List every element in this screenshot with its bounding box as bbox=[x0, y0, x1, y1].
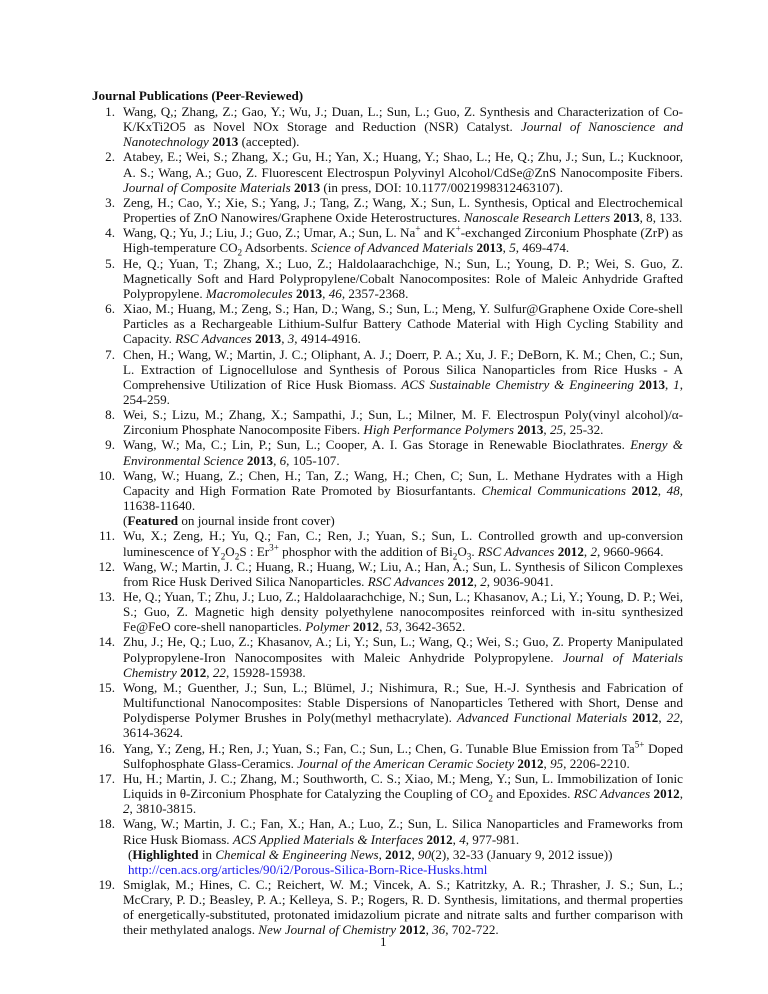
citation-text: Yang, Y.; Zeng, H.; Ren, J.; Yuan, S.; Fan, C.; Sun, L.; Chen, G. Tunable Blue Emission from Ta bbox=[123, 740, 635, 756]
journal-or-volume-text: 3 bbox=[287, 331, 295, 347]
bold-text: Highlighted bbox=[132, 846, 199, 862]
citation-text: Zeng, H.; Cao, Y.; Xie, S.; Yang, J.; Tang, Z.; Wang, X.; Sun, L. Synthesis, Optical and Electrochemical Properties of ZnO Nanowires/Graphene Oxide Heterostructures. bbox=[123, 194, 683, 226]
publication-item bbox=[105, 437, 683, 468]
citation-text: Wang, W.; Martin, J. C.; Huang, R.; Huang, W.; Liu, A.; Han, A.; Sun, L. Synthesis of Silicon Complexes from Rice Husk Derived Silica Nanoparticles. bbox=[123, 558, 683, 589]
citation-text: , 8, 133. bbox=[639, 210, 683, 226]
citation-text: Smiglak, M.; Hines, C. C.; Reichert, W. M.; Vincek, A. S.; Katritzky, A. R.; Thrasher, J. S.; Sun, L.; McCrary, P. D.; Beasley, P. A.; Kelleya, S. P.; Rogers, R. D. Synthesis, limitations, and thermal properties of energetically-substituted, protonated imidazolium picrate and nitrate salts and further comparison with their methylated analogs. bbox=[123, 876, 683, 938]
citation-text: , 3642-3652. bbox=[398, 619, 466, 635]
citation-text: , bbox=[411, 846, 418, 862]
journal-or-volume-text: RSC Advances bbox=[573, 786, 651, 802]
publication-number: 19. bbox=[98, 876, 115, 892]
citation-text: , 9660-9664. bbox=[596, 543, 664, 559]
citation-text: , 254-259. bbox=[123, 376, 683, 407]
citation-text: 2 bbox=[452, 551, 458, 562]
publication-item bbox=[98, 558, 683, 589]
journal-or-volume-text: High Performance Polymers bbox=[363, 422, 514, 438]
citation-text: Wang, W.; Huang, Z.; Chen, H.; Tan, Z.; Wang, H.; Chen, C; Sun, L. Methane Hydrates with a High Capacity and High Formation Rate Promoted by Biosurfantants. bbox=[123, 467, 683, 498]
journal-or-volume-text: Chemical Communications bbox=[481, 482, 626, 498]
publication-item bbox=[105, 149, 683, 195]
citation-text: phosphor with the addition of Bi bbox=[278, 543, 453, 559]
publication-item bbox=[105, 301, 683, 347]
publication-number: 11. bbox=[99, 528, 115, 544]
citation-text: , 15928-15938. bbox=[225, 664, 306, 680]
journal-or-volume-text: 90 bbox=[417, 846, 431, 862]
journal-or-volume-text: Science of Advanced Materials bbox=[310, 240, 474, 256]
publication-list bbox=[98, 104, 684, 938]
section-heading: Journal Publications (Peer-Reviewed) bbox=[92, 88, 304, 103]
bold-text: 2012 bbox=[653, 786, 680, 802]
publication-item bbox=[98, 634, 683, 680]
citation-text: Hu, H.; Martin, J. C.; Zhang, M.; Southworth, C. S.; Xiao, M.; Meng, Y.; Sun, L. Immobilization of Ionic Liquids in θ-Zirconium Phosphate for Catalyzing the Coupling of CO bbox=[123, 770, 683, 802]
journal-or-volume-text: Macromolecules bbox=[205, 285, 293, 301]
citation-text: , 25-32. bbox=[563, 422, 604, 438]
citation-text: . bbox=[471, 543, 478, 559]
journal-or-volume-text: Journal of Nanoscience and Nanotechnology bbox=[123, 119, 684, 150]
publication-number: 7. bbox=[105, 346, 115, 362]
publication-number: 18. bbox=[98, 816, 115, 832]
journal-or-volume-text: 2 bbox=[590, 543, 597, 559]
journal-or-volume-text: Nanoscale Research Letters bbox=[463, 210, 611, 226]
citation-text: , 702-722. bbox=[445, 922, 499, 938]
citation-text: S : Er bbox=[239, 543, 270, 559]
journal-or-volume-text: Journal of the American Ceramic Society bbox=[297, 755, 515, 771]
bold-text: 2012 bbox=[557, 543, 584, 559]
publication-number: 4. bbox=[105, 225, 115, 241]
citation-text: O bbox=[225, 543, 235, 559]
publication-item bbox=[98, 467, 684, 529]
journal-or-volume-text: Chemical & Engineering News, bbox=[215, 846, 382, 862]
citation-text: 2 bbox=[220, 551, 226, 562]
journal-or-volume-text: 95 bbox=[550, 755, 564, 771]
citation-text: , 4914-4916. bbox=[294, 331, 361, 347]
citation-text: , bbox=[543, 755, 551, 771]
publication-item bbox=[98, 876, 683, 938]
citation-text: Atabey, E.; Wei, S.; Zhang, X.; Gu, H.; Yan, X.; Huang, Y.; Shao, L.; He, Q.; Zhu, J.; Sun, L.; Kucknoor, A. S.; Wang, A.; Guo, Z. Fluorescent Electrospun Polyvinyl Alcohol/CdSe@ZnS Nanocomposite Fibers. bbox=[123, 149, 683, 180]
citation-text: + bbox=[415, 223, 421, 234]
citation-text: , bbox=[273, 452, 280, 468]
citation-text: , bbox=[657, 482, 667, 498]
bold-text: 2013 bbox=[476, 240, 503, 256]
journal-or-volume-text: 53 bbox=[385, 619, 399, 635]
publication-number: 2. bbox=[105, 149, 115, 165]
publication-item bbox=[105, 346, 683, 408]
publication-number: 3. bbox=[105, 194, 115, 210]
bold-text: 2013 bbox=[613, 210, 640, 226]
bold-text: 2013 bbox=[246, 452, 274, 468]
citation-text: , 11638-11640. bbox=[123, 482, 684, 514]
citation-text: ( bbox=[123, 513, 128, 529]
journal-or-volume-text: RSC Advances bbox=[477, 543, 555, 559]
journal-or-volume-text: 2 bbox=[123, 801, 130, 817]
bold-text: 2013 bbox=[293, 179, 321, 195]
citation-text: , bbox=[679, 786, 683, 802]
citation-text: (in press, DOI: 10.1177/0021998312463107). bbox=[320, 179, 563, 195]
journal-or-volume-text: RSC Advances bbox=[367, 573, 445, 589]
bold-text: 2012 bbox=[399, 922, 426, 938]
citation-text: and K bbox=[420, 225, 456, 241]
citation-text: , 9036-9041. bbox=[486, 573, 554, 589]
citation-text: 2 bbox=[237, 248, 243, 259]
citation-text: , bbox=[473, 573, 481, 589]
citation-text: Wu, X.; Zeng, H.; Yu, Q.; Fan, C.; Ren, J.; Yuan, S.; Sun, L. Controlled growth and up-conversion luminescence of Y bbox=[123, 528, 683, 559]
bold-text: 2012 bbox=[180, 664, 207, 680]
publication-number: 6. bbox=[105, 301, 115, 317]
journal-or-volume-text: ACS Applied Materials & Interfaces bbox=[232, 831, 424, 847]
publication-item bbox=[98, 589, 683, 635]
citation-text: Chen, H.; Wang, W.; Martin, J. C.; Oliphant, A. J.; Doerr, P. A.; Xu, J. F.; DeBorn, K. M.; Chen, C.; Sun, L. Extraction of Lignocellulose and Synthesis of Porous Silica Nanoparticles from Rice Husks - A Comprehensive Utilization of Rice Husk Biomass. bbox=[123, 346, 683, 392]
publication-item bbox=[98, 739, 684, 771]
publication-note bbox=[123, 862, 683, 877]
publication-note bbox=[123, 847, 683, 862]
publication-number: 9. bbox=[105, 437, 115, 453]
publication-item bbox=[98, 816, 683, 877]
publication-item bbox=[98, 679, 684, 741]
citation-text: + bbox=[455, 223, 461, 234]
journal-or-volume-text: 36 bbox=[432, 922, 446, 938]
citation-text: Wang, W.; Ma, C.; Lin, P.; Sun, L.; Cooper, A. I. Gas Storage in Renewable Bioclathrates. bbox=[123, 437, 631, 453]
bold-text: 2013 bbox=[517, 422, 544, 438]
citation-text: , 2206-2210. bbox=[563, 755, 630, 771]
publication-number: 10. bbox=[98, 467, 115, 483]
citation-text: Xiao, M.; Huang, M.; Zeng, S.; Han, D.; Wang, S.; Sun, L.; Meng, Y. Sulfur@Graphene Oxide Core-shell Particles as a Rechargeable Lithium-Sulfur Battery Cathode Material with High Cycling Stability and Capacity. bbox=[123, 301, 683, 347]
publication-item bbox=[105, 194, 683, 226]
citation-text: on journal inside front cover) bbox=[178, 513, 335, 529]
bold-text: 2012 bbox=[517, 755, 544, 771]
citation-text: 3 bbox=[466, 551, 472, 562]
citation-text: and Epoxides. bbox=[492, 786, 574, 802]
citation-text: 2 bbox=[488, 793, 493, 804]
publication-item bbox=[99, 528, 683, 562]
citation-text: , bbox=[379, 619, 386, 635]
citation-text: Wang, Q,; Zhang, Z.; Gao, Y.; Wu, J.; Duan, L.; Sun, L.; Guo, Z. Synthesis and Characterization of Co-K/KxTi2O5 as Novel NOx Storage and Reduction (NSR) Catalyst. bbox=[123, 104, 683, 135]
journal-or-volume-text: 46 bbox=[328, 285, 342, 301]
citation-text: Wei, S.; Lizu, M.; Zhang, X.; Sampathi, J.; Sun, L.; Milner, M. F. Electrospun Poly(vinyl alcohol)/α-Zirconium Phosphate Nanocomposite Fibers. bbox=[123, 407, 683, 438]
publication-number: 17. bbox=[98, 770, 115, 786]
journal-or-volume-text: 22 bbox=[212, 664, 226, 680]
citation-text: , 105-107. bbox=[286, 452, 340, 468]
journal-or-volume-text: Energy & Environmental Science bbox=[123, 437, 683, 468]
publication-number: 8. bbox=[105, 407, 115, 423]
bold-text: 2013 bbox=[295, 285, 323, 301]
citation-text: 5+ bbox=[634, 739, 645, 750]
publication-item bbox=[105, 255, 683, 301]
publication-item bbox=[105, 407, 683, 438]
publication-number: 1. bbox=[105, 104, 115, 119]
citation-text: , bbox=[281, 331, 288, 347]
citation-text: (2), 32-33 (January 9, 2012 issue)) bbox=[431, 846, 613, 862]
journal-or-volume-text: 4 bbox=[459, 831, 466, 847]
citation-text: , bbox=[502, 240, 510, 256]
publication-number: 5. bbox=[105, 255, 115, 271]
article-link[interactable]: http://cen.acs.org/articles/90/i2/Porous-Silica-Born-Rice-Husks.html bbox=[128, 861, 488, 877]
journal-or-volume-text: 5 bbox=[509, 240, 516, 256]
publication-note bbox=[123, 513, 683, 528]
citation-text: Wong, M.; Guenther, J.; Sun, L.; Blümel, J.; Nishimura, R.; Sue, H.-J. Synthesis and Fabrication of Multifunctional Nanocomposites: Stable Dispersions of Nanoparticles Tethered with Short, Dense and Polydisperse Polymer Brushes in Poly(methyl methacrylate). bbox=[123, 679, 683, 726]
citation-text: Wang, W.; Martin, J. C.; Fan, X.; Han, A.; Luo, Z.; Sun, L. Silica Nanoparticles and Frameworks from Rice Husk Biomass. bbox=[123, 816, 683, 847]
citation-text: He, Q.; Yuan, T.; Zhu, J.; Luo, Z.; Haldolaarachchige, N.; Sun, L.; Khasanov, A.; Li, Y.; Young, D. P.; Wei, S.; Guo, Z. Magnetic high density polyethylene nanocomposites reinforced with in-situ synthesized Fe@FeO core-shell nanoparticles. bbox=[123, 589, 683, 635]
citation-text: 3+ bbox=[269, 542, 279, 553]
citation-text: , bbox=[206, 664, 213, 680]
journal-or-volume-text: Journal of Composite Materials bbox=[123, 179, 291, 195]
citation-text: , bbox=[452, 831, 460, 847]
citation-text: , bbox=[665, 376, 674, 392]
publication-item bbox=[105, 223, 683, 259]
journal-or-volume-text: 22 bbox=[666, 710, 680, 726]
bold-text: 2012 bbox=[632, 710, 659, 726]
citation-text: in bbox=[198, 846, 216, 862]
journal-or-volume-text: ACS Sustainable Chemistry & Engineering bbox=[401, 376, 634, 392]
citation-text: , 977-981. bbox=[465, 831, 520, 847]
bold-text: 2013 bbox=[638, 376, 666, 392]
bold-text: 2012 bbox=[426, 831, 453, 847]
journal-or-volume-text: Advanced Functional Materials bbox=[456, 710, 628, 726]
journal-or-volume-text: 6 bbox=[279, 452, 287, 468]
bold-text: 2013 bbox=[255, 331, 282, 347]
citation-text: O bbox=[457, 543, 467, 559]
citation-text: (accepted). bbox=[238, 134, 300, 150]
publication-number: 16. bbox=[98, 740, 115, 756]
citation-text: , bbox=[322, 285, 329, 301]
bold-text: 2012 bbox=[447, 573, 474, 589]
citation-text: ( bbox=[128, 846, 133, 862]
publication-item bbox=[98, 770, 683, 817]
citation-text: 2 bbox=[234, 551, 240, 562]
citation-text: Adsorbents. bbox=[242, 240, 311, 256]
journal-or-volume-text: 48 bbox=[666, 482, 680, 498]
citation-text: -exchanged Zirconium Phosphate (ZrP) as High-temperature CO bbox=[123, 225, 683, 256]
citation-text: , 3810-3815. bbox=[129, 801, 197, 817]
publication-number: 13. bbox=[98, 589, 115, 604]
publication-number: 15. bbox=[98, 679, 115, 695]
citation-text: , 3614-3624. bbox=[123, 710, 684, 741]
citation-text: He, Q.; Yuan, T.; Zhang, X.; Luo, Z.; Haldolaarachchige, N.; Sun, L.; Young, D. P.; Wei, S. Guo, Z. Magnetically Soft and Hard Polypropylene/Cobalt Nanocomposites: Role of Maleic Anhydride Grafted Polypropylene. bbox=[123, 255, 683, 301]
citation-text: Zhu, J.; He, Q.; Luo, Z.; Khasanov, A.; Li, Y.; Sun, L.; Wang, Q.; Wei, S.; Guo, Z. Property Manipulated Polypropylene-Iron Nanocomposites with Maleic Anhydride Polypropylene. bbox=[123, 634, 683, 665]
bold-text: 2013 bbox=[212, 134, 239, 150]
bold-text: 2012 bbox=[385, 846, 412, 862]
journal-or-volume-text: New Journal of Chemistry bbox=[258, 922, 397, 938]
journal-or-volume-text: 2 bbox=[480, 573, 487, 589]
citation-text: , 469-474. bbox=[515, 240, 570, 256]
journal-or-volume-text: RSC Advances bbox=[175, 331, 252, 347]
journal-or-volume-text: 25 bbox=[549, 422, 564, 438]
bold-text: 2012 bbox=[631, 482, 658, 498]
publication-item bbox=[105, 104, 684, 150]
citation-text: Doped Sulfophosphate Glass-Ceramics. bbox=[123, 740, 684, 771]
citation-text: Wang, Q.; Yu, J.; Liu, J.; Guo, Z.; Umar, A.; Sun, L. Na bbox=[123, 225, 416, 241]
bold-text: Featured bbox=[127, 513, 179, 529]
journal-or-volume-text: Journal of Materials Chemistry bbox=[123, 649, 683, 680]
journal-or-volume-text: Polymer bbox=[305, 619, 350, 635]
page-number: 1 bbox=[380, 934, 387, 949]
publication-number: 12. bbox=[98, 558, 115, 574]
citation-text: , bbox=[583, 543, 591, 559]
bold-text: 2012 bbox=[352, 619, 380, 635]
citation-text: , bbox=[658, 710, 667, 726]
publication-number: 14. bbox=[98, 634, 115, 650]
citation-text: , bbox=[425, 922, 433, 938]
journal-or-volume-text: 1 bbox=[673, 376, 680, 392]
citation-text: , 2357-2368. bbox=[341, 285, 409, 301]
citation-text: , bbox=[543, 422, 550, 438]
